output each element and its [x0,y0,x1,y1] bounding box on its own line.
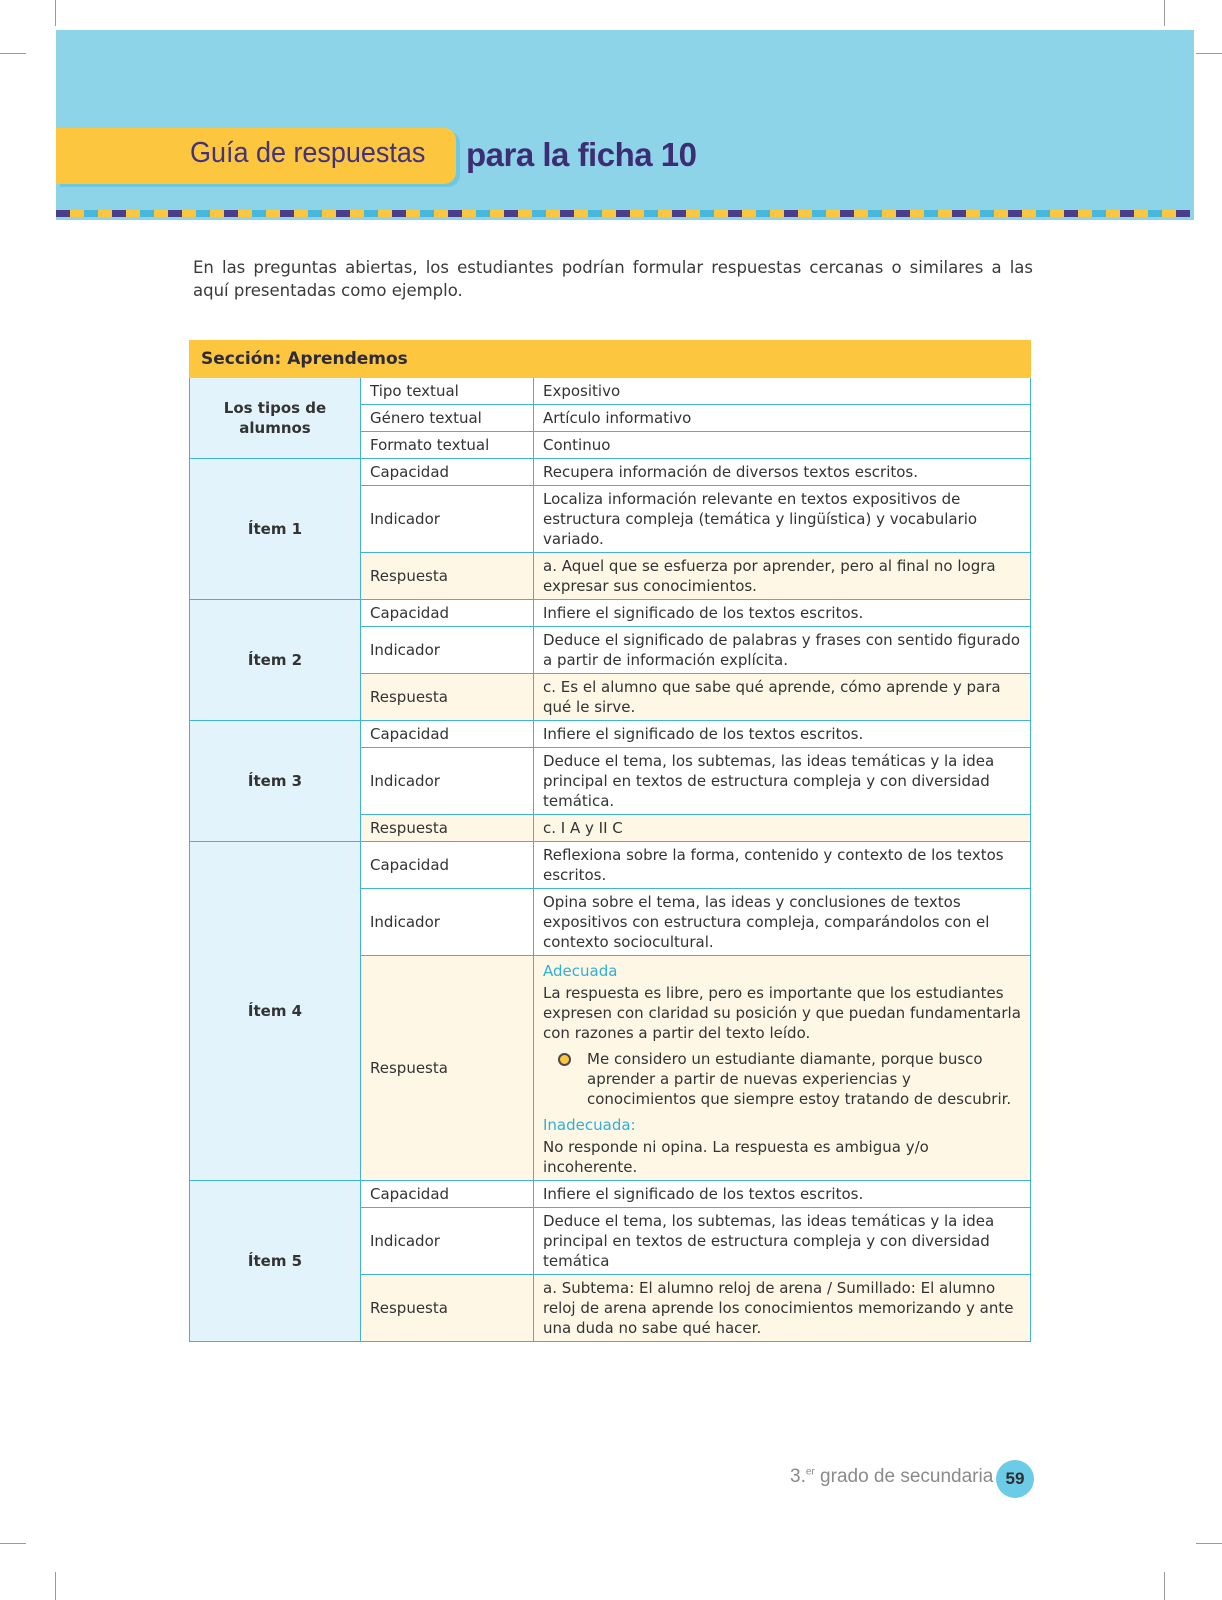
adecuada-label: Adecuada [543,962,618,980]
grade-text: grado de secundaria [814,1466,994,1487]
row-label: Capacidad [361,842,534,889]
respuesta-value [534,956,1031,1181]
page-title: para la ficha 10 [466,136,697,173]
item-label: Ítem 3 [190,721,361,842]
row-label: Respuesta [361,815,534,842]
page-number: 59 [996,1460,1034,1498]
intro-paragraph: En las preguntas abiertas, los estudiantes podrían formular respuestas cercanas o similares a las aquí presentadas como ejemplo. [193,258,1033,300]
respuesta-value: c. Es el alumno que sabe qué aprende, cómo aprende y para qué le sirve. [534,674,1031,721]
dashed-divider [56,210,1190,217]
row-label: Respuesta [361,1275,534,1342]
table-row [190,721,1031,748]
bullet-icon [558,1053,571,1066]
respuesta-value: a. Subtema: El alumno reloj de arena / Sumillado: El alumno reloj de arena aprende los conocimientos memorizando y ante una duda no sabe qué hacer. [534,1275,1031,1342]
row-label: Género textual [361,405,534,432]
section-header-row [190,341,1031,378]
respuesta-value: c. I A y II C [534,815,1031,842]
header-banner [56,30,1194,220]
row-label: Respuesta [361,553,534,600]
crop-mark [1196,1543,1222,1544]
item-label: Ítem 1 [190,459,361,600]
row-value: Expositivo [534,378,1031,405]
row-label: Capacidad [361,1181,534,1208]
grade-footer [790,1466,993,1488]
respuesta-value: a. Aquel que se esfuerza por aprender, pero al final no logra expresar sus conocimientos. [534,553,1031,600]
grade-number: 3. [790,1466,806,1487]
row-label: Indicador [361,1208,534,1275]
row-group-label: Los tipos de alumnos [190,378,361,459]
example-answer [543,1049,1021,1109]
row-label: Respuesta [361,674,534,721]
row-label: Indicador [361,748,534,815]
crop-mark [1164,1572,1165,1600]
row-label: Capacidad [361,600,534,627]
table-row [190,1181,1031,1208]
crop-mark [0,53,26,54]
table-row [190,842,1031,889]
capacidad-value: Infiere el significado de los textos escritos. [534,1181,1031,1208]
capacidad-value: Reflexiona sobre la forma, contenido y contexto de los textos escritos. [534,842,1031,889]
indicador-value: Deduce el tema, los subtemas, las ideas temáticas y la idea principal en textos de estructura compleja y con diversidad temática [534,1208,1031,1275]
crop-mark [55,1572,56,1600]
row-label: Formato textual [361,432,534,459]
crop-mark [55,0,56,26]
capacidad-value: Recupera información de diversos textos escritos. [534,459,1031,486]
indicador-value: Opina sobre el tema, las ideas y conclusiones de textos expositivos con estructura compleja, comparándolos con el contexto sociocultural. [534,889,1031,956]
inadecuada-label: Inadecuada: [543,1116,636,1134]
capacidad-value: Infiere el significado de los textos escritos. [534,721,1031,748]
row-label: Respuesta [361,956,534,1181]
row-label: Tipo textual [361,378,534,405]
crop-mark [0,1543,26,1544]
row-label: Capacidad [361,459,534,486]
title-highlight: Guía de respuestas [190,137,426,169]
adecuada-text: La respuesta es libre, pero es importante que los estudiantes expresen con claridad su posición y que puedan fundamentarla con razones a partir del texto leído. [543,984,1021,1042]
row-label: Indicador [361,486,534,553]
row-label: Capacidad [361,721,534,748]
answer-table [189,340,1031,1342]
table-row [190,459,1031,486]
item-label: Ítem 4 [190,842,361,1181]
row-value: Artículo informativo [534,405,1031,432]
table-row [190,378,1031,405]
row-label: Indicador [361,627,534,674]
item-label: Ítem 5 [190,1181,361,1342]
grade-superscript: er [805,1466,815,1478]
item-label: Ítem 2 [190,600,361,721]
title-highlight-box [56,128,456,184]
indicador-value: Deduce el tema, los subtemas, las ideas temáticas y la idea principal en textos de estructura compleja y con diversidad temática. [534,748,1031,815]
indicador-value: Localiza información relevante en textos expositivos de estructura compleja (temática y lingüística) y vocabulario variado. [534,486,1031,553]
inadecuada-text: No responde ni opina. La respuesta es ambigua y/o incoherente. [543,1138,929,1176]
crop-mark [1164,0,1165,26]
row-label: Indicador [361,889,534,956]
example-text: Me considero un estudiante diamante, porque busco aprender a partir de nuevas experiencias y conocimientos que siempre estoy tratando de descubrir. [587,1050,1012,1108]
capacidad-value: Infiere el significado de los textos escritos. [534,600,1031,627]
section-title: Sección: Aprendemos [190,341,1031,378]
table-row [190,600,1031,627]
row-value: Continuo [534,432,1031,459]
crop-mark [1196,53,1222,54]
indicador-value: Deduce el significado de palabras y frases con sentido figurado a partir de información explícita. [534,627,1031,674]
